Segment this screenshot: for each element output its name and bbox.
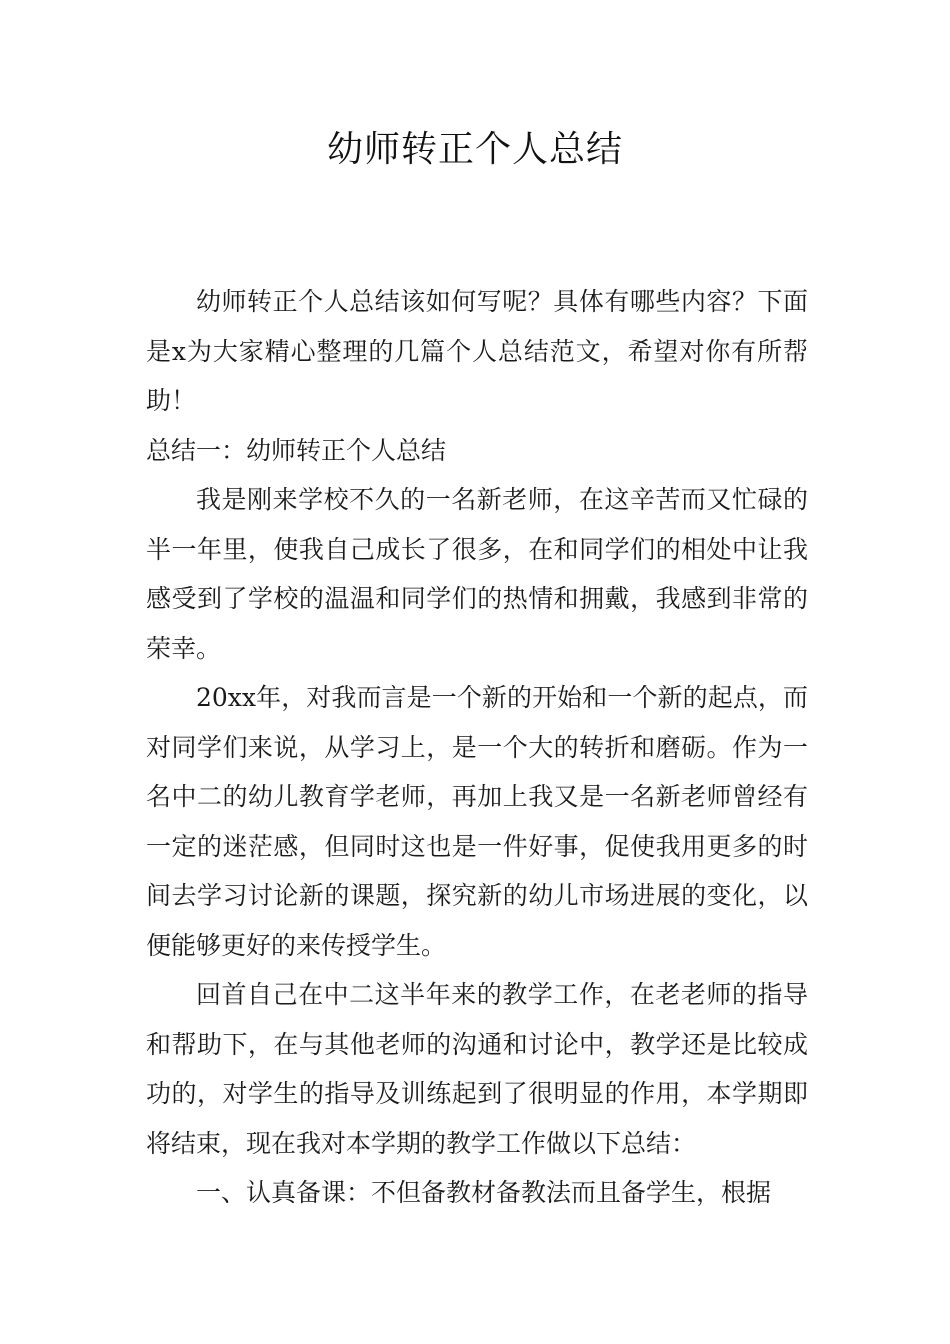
body-paragraph-4: 一、认真备课：不但备教材备教法而且备学生，根据 [196,1178,772,1207]
intro-paragraph: 幼师转正个人总结该如何写呢？具体有哪些内容？下面是x为大家精心整理的几篇个人总结范文，希望对你有所帮助！ [146,287,808,415]
body-paragraph-3: 回首自己在中二这半年来的教学工作，在老老师的指导和帮助下，在与其他老师的沟通和讨论中，教学还是比较成功的，对学生的指导及训练起到了很明显的作用，本学期即将结束，现在我对本学期的教学工作做以下总结： [146,980,808,1158]
document-title: 幼师转正个人总结 [326,129,623,170]
body-paragraph-1: 我是刚来学校不久的一名新老师，在这辛苦而又忙碌的半一年里，使我自己成长了很多，在和同学们的相处中让我感受到了学校的温温和同学们的热情和拥戴，我感到非常的荣幸。 [146,485,808,663]
body-paragraph-2: 20xx年，对我而言是一个新的开始和一个新的起点，而对同学们来说，从学习上，是一个大的转折和磨砺。作为一名中二的幼儿教育学老师，再加上我又是一名新老师曾经有一定的迷茫感，但同时这也是一件好事，促使我用更多的时间去学习讨论新的课题，探究新的幼儿市场进展的变化，以便能够更好的来传授学生。 [146,683,808,960]
section-heading: 总结一：幼师转正个人总结 [146,435,447,465]
document-body [146,277,808,1218]
